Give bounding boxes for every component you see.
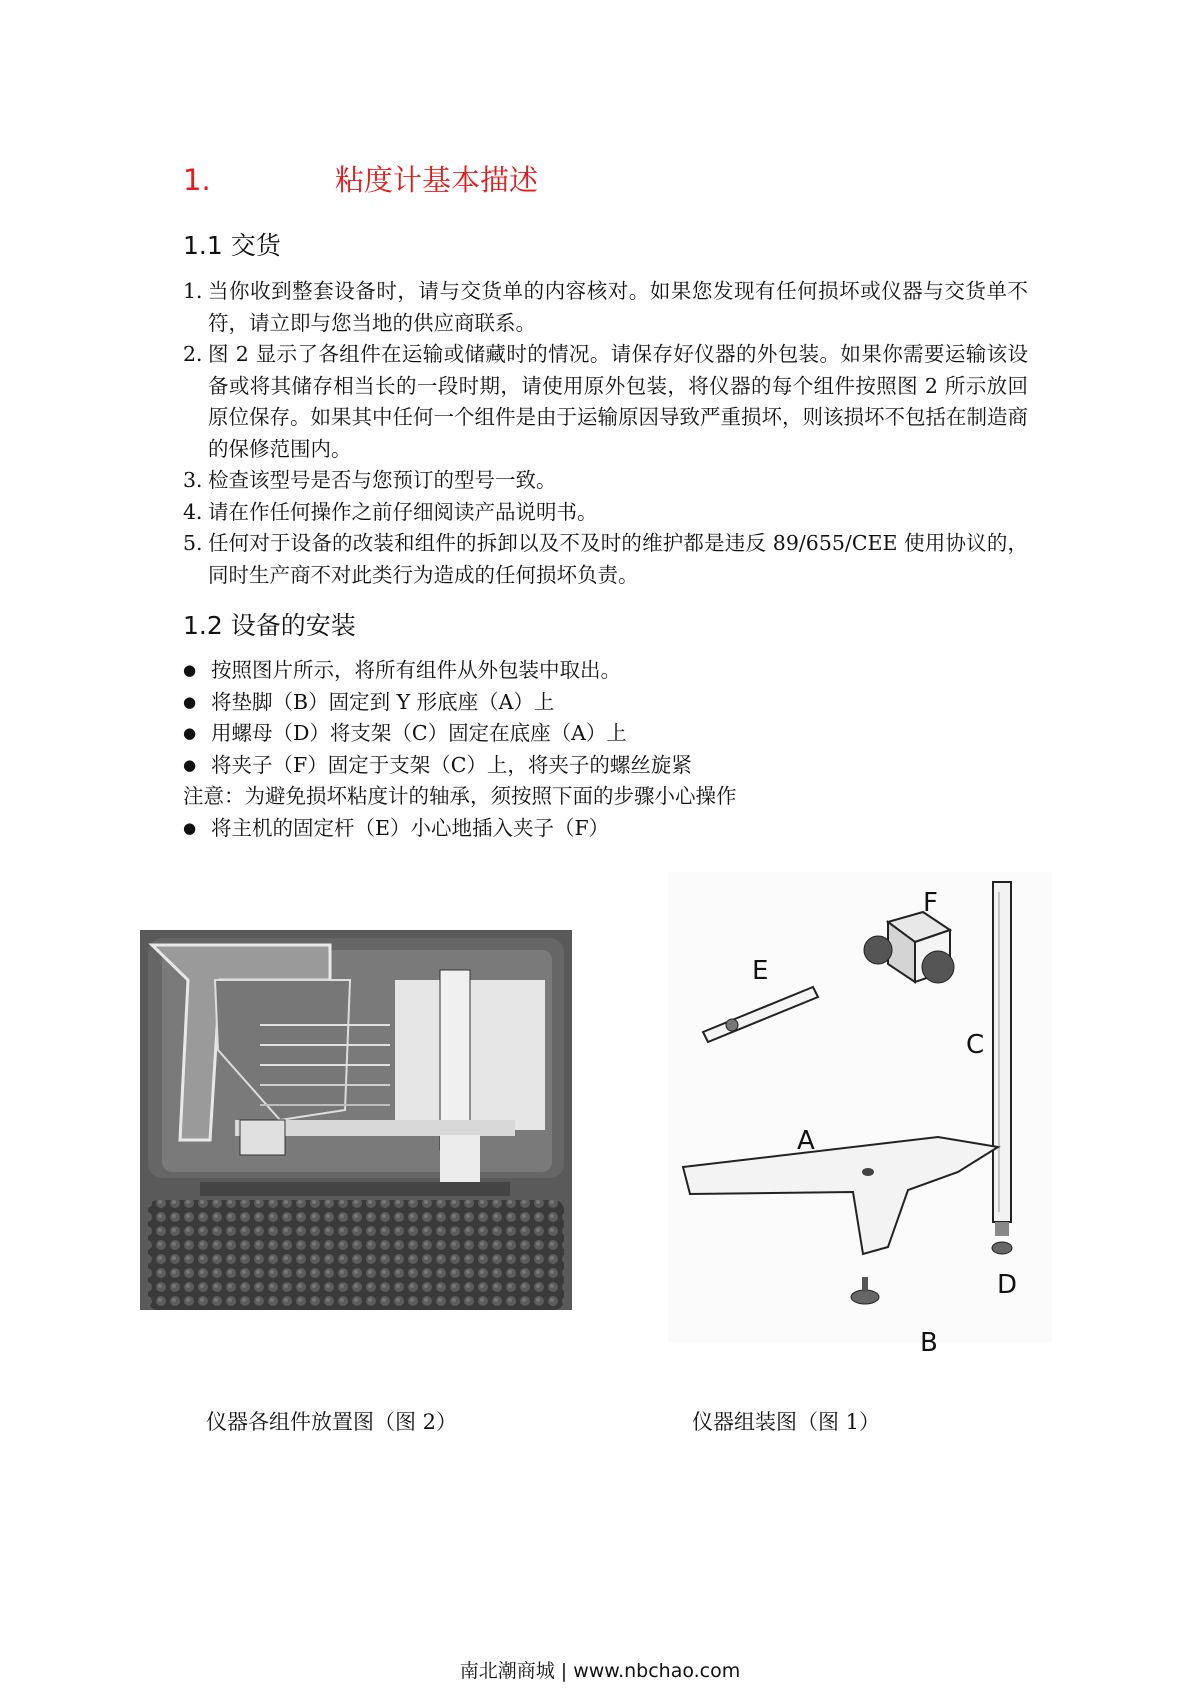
installation-list	[183, 655, 1028, 844]
bullet-icon: ●	[183, 755, 197, 774]
list-item	[183, 718, 1028, 750]
label-d: D	[997, 1270, 1018, 1300]
bullet-text: 将垫脚（B）固定到 Y 形底座（A）上	[211, 689, 555, 714]
delivery-item	[183, 497, 1028, 529]
bullet-icon: ●	[183, 818, 197, 837]
label-a: A	[797, 1126, 815, 1156]
bullet-icon: ●	[183, 692, 197, 711]
list-item	[183, 750, 1028, 782]
item-text: 当你收到整套设备时，请与交货单的内容核对。如果您发现有任何损坏或仪器与交货单不符，请立即与您当地的供应商联系。	[208, 279, 1028, 335]
bullet-text: 将主机的固定杆（E）小心地插入夹子（F）	[211, 815, 610, 840]
installation-heading: 1.2 设备的安装	[183, 611, 356, 640]
item-number: 5.	[183, 531, 203, 555]
section-title: 粘度计基本描述	[335, 163, 539, 197]
item-number: 4．	[183, 499, 217, 524]
bullet-icon: ●	[183, 724, 197, 742]
bullet-text: 将夹子（F）固定于支架（C）上，将夹子的螺丝旋紧	[211, 752, 692, 777]
item-text: 图 2 显示了各组件在运输或储藏时的情况。请保存好仪器的外包装。如果你需要运输该设备或将其储存相当长的一段时期，请使用原外包装，将仪器的每个组件按照图 2 所示放回原位保存。如果其中任何一个组件是由于运输原因导致严重损坏，则该损坏不包括在制造商的保修范围内。	[208, 342, 1028, 461]
section-number: 1.	[183, 163, 211, 197]
label-c: C	[966, 1030, 985, 1060]
bullet-icon: ●	[183, 661, 197, 679]
item-text: 任何对于设备的改装和组件的拆卸以及不及时的维护都是违反 89/655/CEE 使用协议的，同时生产商不对此类行为造成的任何损坏负责。	[208, 531, 1028, 587]
item-number: 2．	[183, 342, 217, 366]
item-text: 请在作任何操作之前仔细阅读产品说明书。	[208, 499, 598, 524]
label-e: E	[752, 956, 769, 986]
delivery-item	[183, 339, 1028, 465]
item-text: 检查该型号是否与您预订的型号一致。	[208, 468, 557, 492]
caution-note: 注意：为避免损坏粘度计的轴承，须按照下面的步骤小心操作	[183, 784, 737, 808]
section-heading	[183, 158, 538, 199]
label-b: B	[920, 1328, 938, 1358]
case-photo	[140, 930, 572, 1310]
bullet-text: 按照图片所示，将所有组件从外包装中取出。	[211, 658, 621, 682]
delivery-item	[183, 465, 1028, 497]
list-item	[183, 813, 1028, 845]
list-item	[183, 655, 1028, 687]
bullet-text: 用螺母（D）将支架（C）固定在底座（A）上	[211, 721, 627, 745]
item-number: 1．	[183, 279, 217, 303]
list-item	[183, 687, 1028, 719]
item-number: 3．	[183, 468, 217, 492]
delivery-item	[183, 276, 1028, 339]
delivery-list	[183, 276, 1028, 591]
assembly-diagram	[668, 872, 1052, 1342]
left-figure-caption: 仪器各组件放置图（图 2）	[206, 1410, 458, 1434]
label-f: F	[923, 888, 938, 918]
delivery-heading: 1.1 交货	[183, 231, 281, 260]
delivery-item	[183, 528, 1028, 591]
right-figure-caption: 仪器组装图（图 1）	[692, 1410, 881, 1434]
footer-link[interactable]: 南北潮商城 | www.nbchao.com	[459, 1660, 741, 1682]
